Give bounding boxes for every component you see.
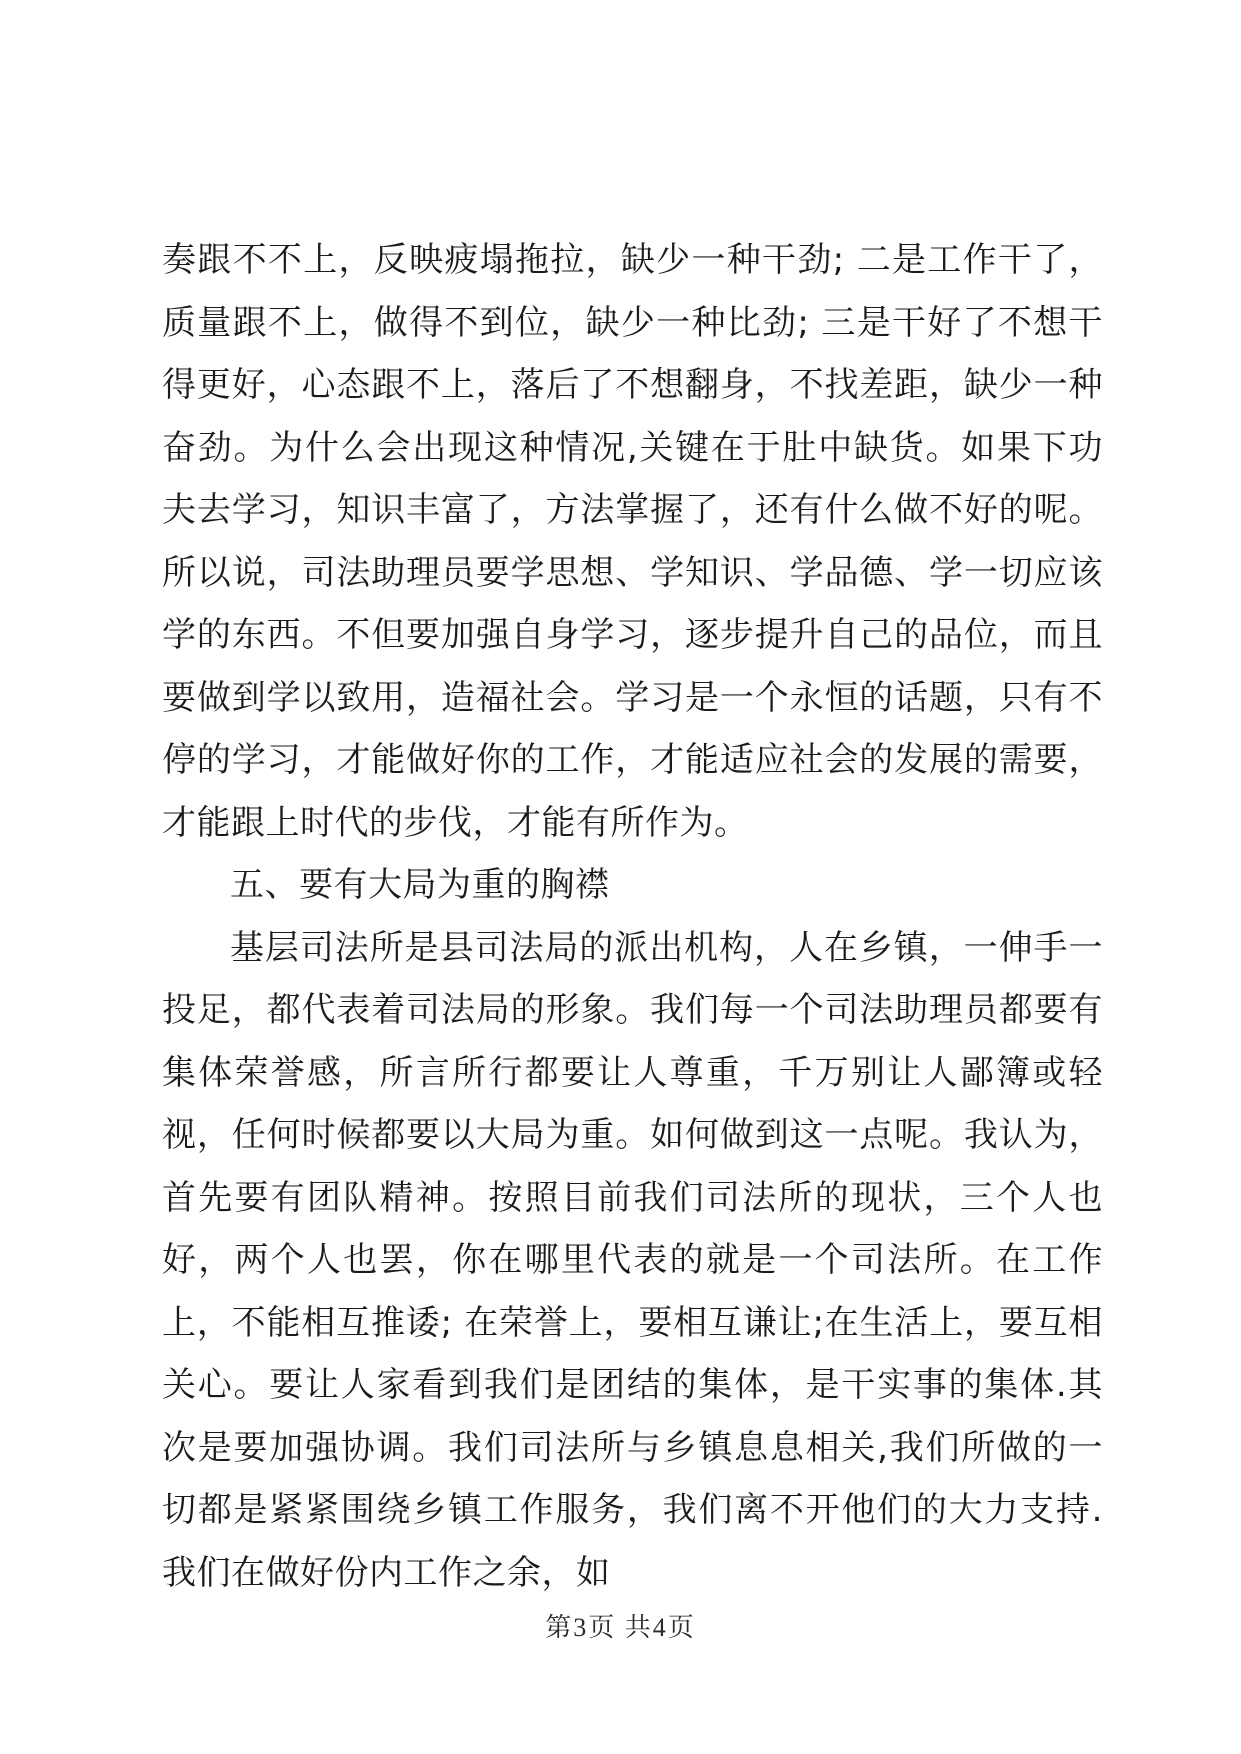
paragraph-continuation: 奏跟不不上，反映疲塌拖拉，缺少一种干劲; 二是工作干了，质量跟不上，做得不到位，缺少一种比劲; 三是干好了不想干得更好，心态跟不上，落后了不想翻身，不找差距，缺少一种奋劲。为什么会出现这种情况,关键在于肚中缺货。如果下功夫去学习，知识丰富了，方法掌握了，还有什么做不好的呢。所以说，司法助理员要学思想、学知识、学品德、学一切应该学的东西。不但要加强自身学习，逐步提升自己的品位，而且要做到学以致用，造福社会。学习是一个永恒的话题，只有不停的学习，才能做好你的工作，才能适应社会的发展的需要，才能跟上时代的步伐，才能有所作为。 [162, 240, 1103, 843]
page-footer [0, 1607, 1241, 1644]
page-number-label: 第3页 共4页 [545, 1613, 696, 1642]
document-text-block [162, 229, 1103, 1604]
section-heading: 五、要有大局为重的胸襟 [230, 865, 610, 905]
paragraph-body: 基层司法所是县司法局的派出机构，人在乡镇，一伸手一投足，都代表着司法局的形象。我们每一个司法助理员都要有集体荣誉感，所言所行都要让人尊重，千万别让人鄙簿或轻视，任何时候都要以大局为重。如何做到这一点呢。我认为，首先要有团队精神。按照目前我们司法所的现状，三个人也好，两个人也罢，你在哪里代表的就是一个司法所。在工作上，不能相互推诿; 在荣誉上，要相互谦让;在生活上，要互相关心。要让人家看到我们是团结的集体，是干实事的集体.其次是要加强协调。我们司法所与乡镇息息相关,我们所做的一切都是紧紧围绕乡镇工作服务，我们离不开他们的大力支持.我们在做好份内工作之余，如 [162, 927, 1103, 1593]
